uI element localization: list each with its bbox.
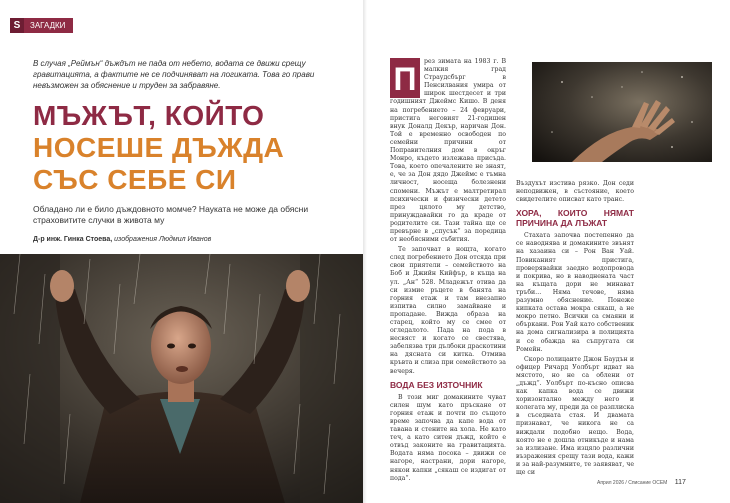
main-photo-man-in-rain [0, 254, 363, 503]
subtitle: Обладано ли е било дъждовното момче? Науката не може да обясни страховитите случки в живота му [33, 204, 309, 225]
drop-cap: П [390, 58, 420, 98]
paragraph: В този миг домакините чуват силен шум като пръскане от горния етаж и почти по същото време започва да капе вода от тавана и стените на хола. Не като теч, а като ситен дъжд, който е отвъд законите на гравитацията. Водата няма посока – движи се нагоре, настрани, дори нагоре, някои капки „сякаш се издигат от пода“. [390, 393, 506, 482]
byline-author: Д-р инж. Гинка Стоева, [33, 236, 113, 243]
byline [33, 236, 211, 243]
article-column-2 [516, 180, 634, 479]
section-logo-icon: S [10, 18, 24, 33]
paragraph: Скоро полицаите Джон Баудън и офицер Ричард Уолбърт идват на мястото, но не са облени от „дъжд“. Уолбърт по-късно описва как капка вода се движи хоризонтално между него и колегата му, преди да се разплиска в съседната стая. И двамата признават, че никога не са виждали подобно нещо. Вода, която не е дошла отникъде и нама за излизане. Има изцяло различни възражения срещу тази вода, кажи и за най-разумните, те заявяват, че ще си [516, 355, 635, 476]
page-number: 117 [674, 479, 686, 486]
intro-text: В случая „Реймън“ дъждът не пада от небето, водата се движи срещу гравитацията, а фактите не се подчиняват на логиката. Това го прави невъзможен за обяснение и труден за забравяне. [33, 59, 315, 90]
headline-line-1: МЪЖЪТ, КОЙТО [33, 100, 265, 131]
byline-illustrations: изображения Людмил Иванов [114, 236, 212, 243]
paragraph: Стахата започва постепенно да се наводнява и домакините звънят на хазаина си – Рон Ван Уай. Повиканият пристига, проверявайки заедно водопровода и покрива, но в наводнената част на къщата дори не минават тръби… Няма течове, няма разумно обяснение. Понеже кипката остава мокра сякаш, а не мокро петно. Всички са смаяни и объркани. Рон Уай като собственик на дома сигнализира в полицията и се обажда на съпругата си Ромейн. [516, 232, 634, 353]
headline [33, 100, 353, 196]
paragraph: Въздухът изстива рязко. Дон седи неподвижен, в състояние, което свидетелите описват като транс. [516, 180, 634, 204]
subheading-voda: ВОДА БЕЗ ИЗТОЧНИК [390, 379, 483, 390]
man-in-rain-illustration [0, 254, 363, 503]
section-tag [10, 18, 73, 33]
page-footer [597, 479, 686, 486]
subheading-hora: ХОРА, КОИТО НЯМАТ ПРИЧИНА ДА ЛЪЖАТ [516, 208, 634, 229]
hand-water-illustration [532, 62, 712, 162]
paragraph: Те започват в нощта, когато след погребението Дон отсяда при свои приятели – семейството на Боб и Джийн Кийфър, в къща на ул. „Ан“ 528. Младежът отива да си измие ръцете в банята на горния етаж и там внезапно изпитва силно замайване и пропадане. Вижда образа на старец, който му се смее от огледалото. Пада на пода в несвяст и когато се свестява, забелязва три дълбоки драскотини на дясната си китка. Отмива кръвта и слиза при семейството за вечеря. [390, 246, 506, 375]
photo-hand-with-water [532, 62, 712, 162]
article-column-1 [390, 58, 506, 485]
page-gutter [363, 0, 367, 503]
issue-info: Април 2026 / Списание ОСЕМ [597, 480, 668, 486]
headline-line-3: СЪС СЕБЕ СИ [33, 164, 237, 195]
headline-line-2: НОСЕШЕ ДЪЖДА [33, 132, 285, 163]
paragraph: рез зимата на 1983 г. В малкия град Страудсбърг в Пенсилвания умира от широк шестдесет и три годишният Джеймс Кишо. В деня на погребението – 24 февруари, пристига неговият 21-годишен внук Доналд Декър, наричан Дон. Той е временно освободен по семейни причини от Поправителния дом в окръг Монро, където излежава присъда. Това, което опечалените не знаят, е, че за Дон дядо Джеймс е тъмна личност, носеща болезнени спомени. Мъжът е малтретирал психически и физически детето през цялото му детство, принуждавайки го да краде от родителите си. Тази тайна ще се превърне в „спусък“ за поредица от необясними събития. [390, 58, 506, 244]
section-label: ЗАГАДКИ [30, 21, 66, 30]
